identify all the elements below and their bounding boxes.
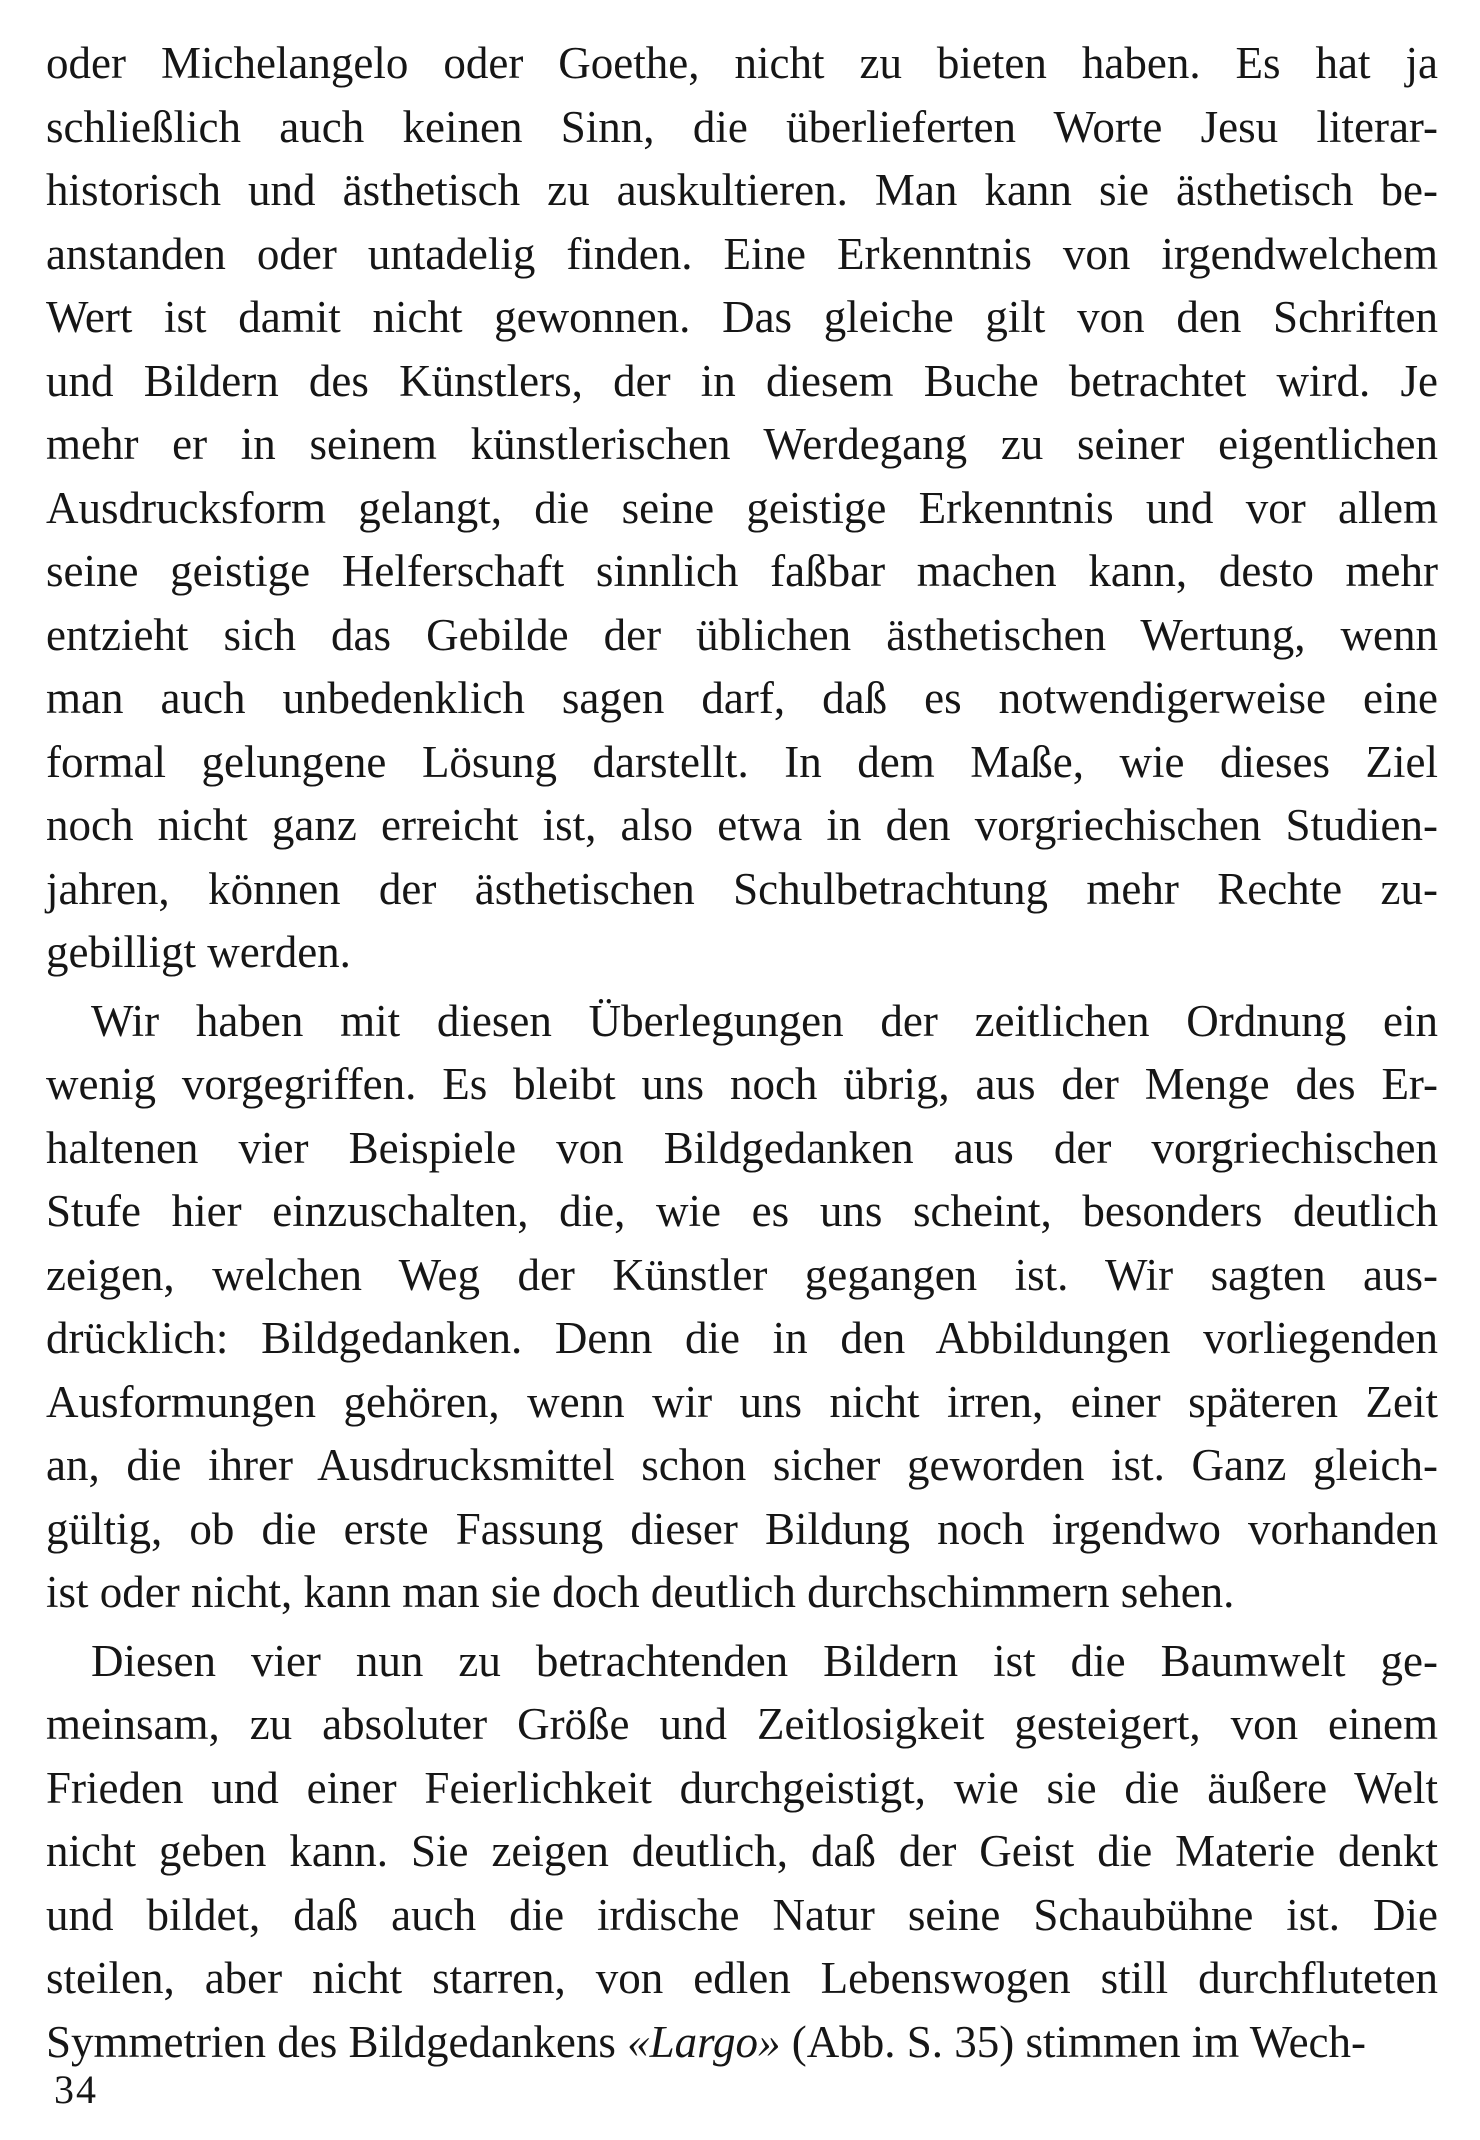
paragraph (46, 990, 1438, 1625)
page-number: 34 (54, 2067, 98, 2112)
text-line: schließlich auch keinen Sinn, die überlieferten Worte Jesu literar- (46, 101, 1438, 152)
text-line: Wir haben mit diesen Überlegungen der zeitlichen Ordnung ein (91, 995, 1438, 1046)
text-line: mehr er in seinem künstlerischen Werdegang zu seiner eigentlichen (46, 419, 1438, 469)
text-line: Ausdrucksform gelangt, die seine geistige Erkenntnis und vor allem (46, 482, 1438, 533)
text-line: drücklich: Bildgedanken. Denn die in den Abbildungen vorliegenden (46, 1313, 1438, 1363)
text-line: meinsam, zu absoluter Größe und Zeitlosigkeit gesteigert, von einem (46, 1699, 1438, 1749)
text-line: Diesen vier nun zu betrachtenden Bildern ist die Baumwelt ge- (91, 1635, 1438, 1686)
text-line: ist oder nicht, kann man sie doch deutlich durchschimmern sehen. (46, 1567, 1235, 1617)
text-line: an, die ihrer Ausdrucksmittel schon sicher geworden ist. Ganz gleich- (46, 1440, 1438, 1490)
text-line: zeigen, welchen Weg der Künstler gegangen ist. Wir sagten aus- (46, 1249, 1438, 1300)
text-line: Wert ist damit nicht gewonnen. Das gleiche gilt von den Schriften (46, 292, 1438, 342)
paragraph (46, 1630, 1438, 2075)
text-line: Ausformungen gehören, wenn wir uns nicht irren, einer späteren Zeit (46, 1376, 1438, 1427)
text-line: wenig vorgegriffen. Es bleibt uns noch übrig, aus der Menge des Er- (46, 1059, 1438, 1109)
text-line: formal gelungene Lösung darstellt. In dem Maße, wie dieses Ziel (46, 736, 1438, 787)
text-line: man auch unbedenklich sagen darf, daß es notwendigerweise eine (46, 673, 1438, 723)
text-line: haltenen vier Beispiele von Bildgedanken aus der vorgriechischen (46, 1122, 1438, 1173)
text-line: anstanden oder untadelig finden. Eine Erkenntnis von irgendwelchem (46, 228, 1438, 279)
text-line: Frieden und einer Feierlichkeit durchgeistigt, wie sie die äußere Welt (46, 1762, 1438, 1813)
text-line: noch nicht ganz erreicht ist, also etwa in den vorgriechischen Studien- (46, 800, 1438, 850)
text-line: seine geistige Helferschaft sinnlich faßbar machen kann, desto mehr (46, 546, 1438, 596)
text-line: jahren, können der ästhetischen Schulbetrachtung mehr Rechte zu- (46, 863, 1438, 914)
body-text (46, 32, 1438, 2074)
text-line: gültig, ob die erste Fassung dieser Bildung noch irgendwo vorhanden (46, 1503, 1438, 1554)
text-line: steilen, aber nicht starren, von edlen Lebenswogen still durchfluteten (46, 1953, 1438, 2003)
text-line: nicht geben kann. Sie zeigen deutlich, daß der Geist die Materie denkt (46, 1826, 1438, 1876)
artwork-title: «Largo» (627, 2016, 781, 2067)
text-line: Symmetrien des Bildgedankens «Largo» (Abb. S. 35) stimmen im Wech- (46, 2016, 1367, 2067)
text-line: und bildet, daß auch die irdische Natur seine Schaubühne ist. Die (46, 1889, 1438, 1940)
text-line: und Bildern des Künstlers, der in diesem Buche betrachtet wird. Je (46, 355, 1438, 406)
text-line: Stufe hier einzuschalten, die, wie es uns scheint, besonders deutlich (46, 1186, 1438, 1236)
paragraph (46, 32, 1438, 985)
text-line: historisch und ästhetisch zu auskultieren. Man kann sie ästhetisch be- (46, 165, 1438, 215)
text-line: oder Michelangelo oder Goethe, nicht zu bieten haben. Es hat ja (46, 38, 1438, 88)
text-line: gebilligt werden. (46, 927, 351, 977)
text-line: entzieht sich das Gebilde der üblichen ästhetischen Wertung, wenn (46, 609, 1438, 660)
